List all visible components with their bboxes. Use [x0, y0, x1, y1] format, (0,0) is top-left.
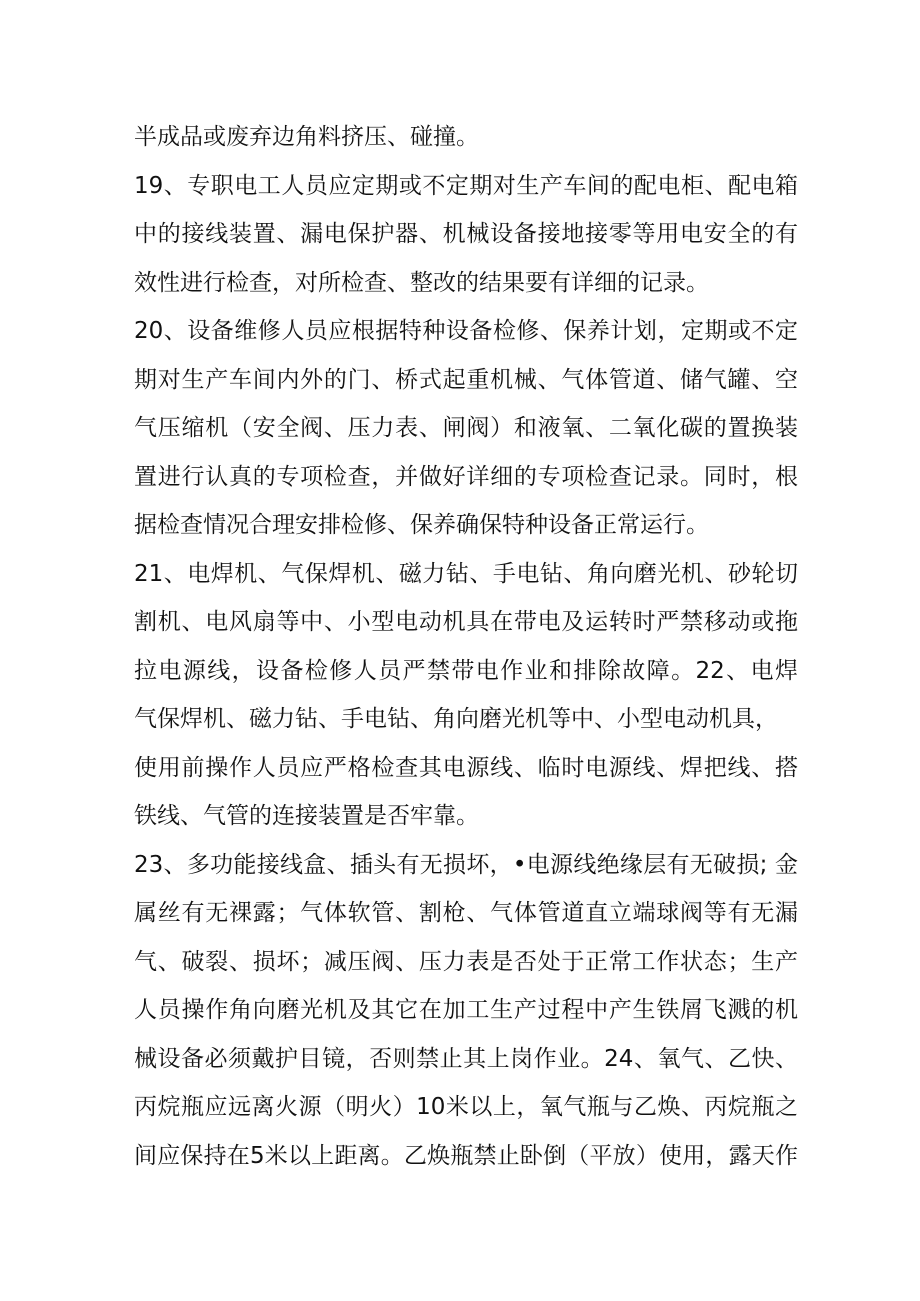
text-line: 置进行认真的专项检查，并做好详细的专项检查记录。同时，根 [134, 463, 798, 490]
text-line: 属丝有无裸露；气体软管、割枪、气体管道直立端球阀等有无漏 [134, 900, 798, 926]
text-line: 丙烷瓶应远离火源（明火）10米以上，氧气瓶与乙焕、丙烷瓶之 [134, 1094, 798, 1120]
text-line: 人员操作角向磨光机及其它在加工生产过程中产生铁屑飞溅的机 [134, 997, 798, 1023]
text-line: 使用前操作人员应严格检查其电源线、临时电源线、焊把线、搭 [134, 754, 798, 781]
document-body [134, 113, 798, 1180]
text-line: 23、多功能接线盒、插头有无损坏，•电源线绝缘层有无破损; 金 [134, 851, 798, 878]
text-line: 21、电焊机、气保焊机、磁力钻、手电钻、角向磨光机、砂轮切 [134, 560, 798, 587]
text-line: 半成品或废弃边角料挤压、碰撞。 [134, 124, 479, 150]
text-line: 据检查情况合理安排检修、保养确保特种设备正常运行。 [134, 512, 709, 538]
text-line: 19、专职电工人员应定期或不定期对生产车间的配电柜、配电箱 [134, 172, 798, 199]
text-line: 气压缩机（安全阀、压力表、闸阀）和液氧、二氧化碳的置换装 [134, 415, 798, 441]
text-line: 拉电源线，设备检修人员严禁带电作业和排除故障。22、电焊 [134, 657, 798, 684]
text-line: 气保焊机、磁力钻、手电钻、角向磨光机等中、小型电动机具， [134, 706, 778, 732]
text-line: 中的接线装置、漏电保护器、机械设备接地接零等用电安全的有 [134, 221, 798, 247]
text-line: 割机、电风扇等中、小型电动机具在带电及运转时严禁移动或拖 [134, 609, 798, 635]
text-line: 间应保持在5米以上距离。乙焕瓶禁止卧倒（平放）使用，露天作 [134, 1142, 798, 1169]
text-line: 效性进行检查，对所检查、整改的结果要有详细的记录。 [134, 269, 709, 296]
text-line: 铁线、气管的连接装置是否牢靠。 [134, 803, 479, 829]
text-line: 期对生产车间内外的门、桥式起重机械、气体管道、储气罐、空 [134, 366, 798, 393]
text-line: 械设备必须戴护目镜，否则禁止其上岗作业。24、氧气、乙快、 [134, 1045, 798, 1072]
text-line: 20、设备维修人员应根据特种设备检修、保养计划，定期或不定 [134, 318, 798, 344]
text-line: 气、破裂、损坏；减压阀、压力表是否处于正常工作状态；生产 [134, 948, 798, 975]
